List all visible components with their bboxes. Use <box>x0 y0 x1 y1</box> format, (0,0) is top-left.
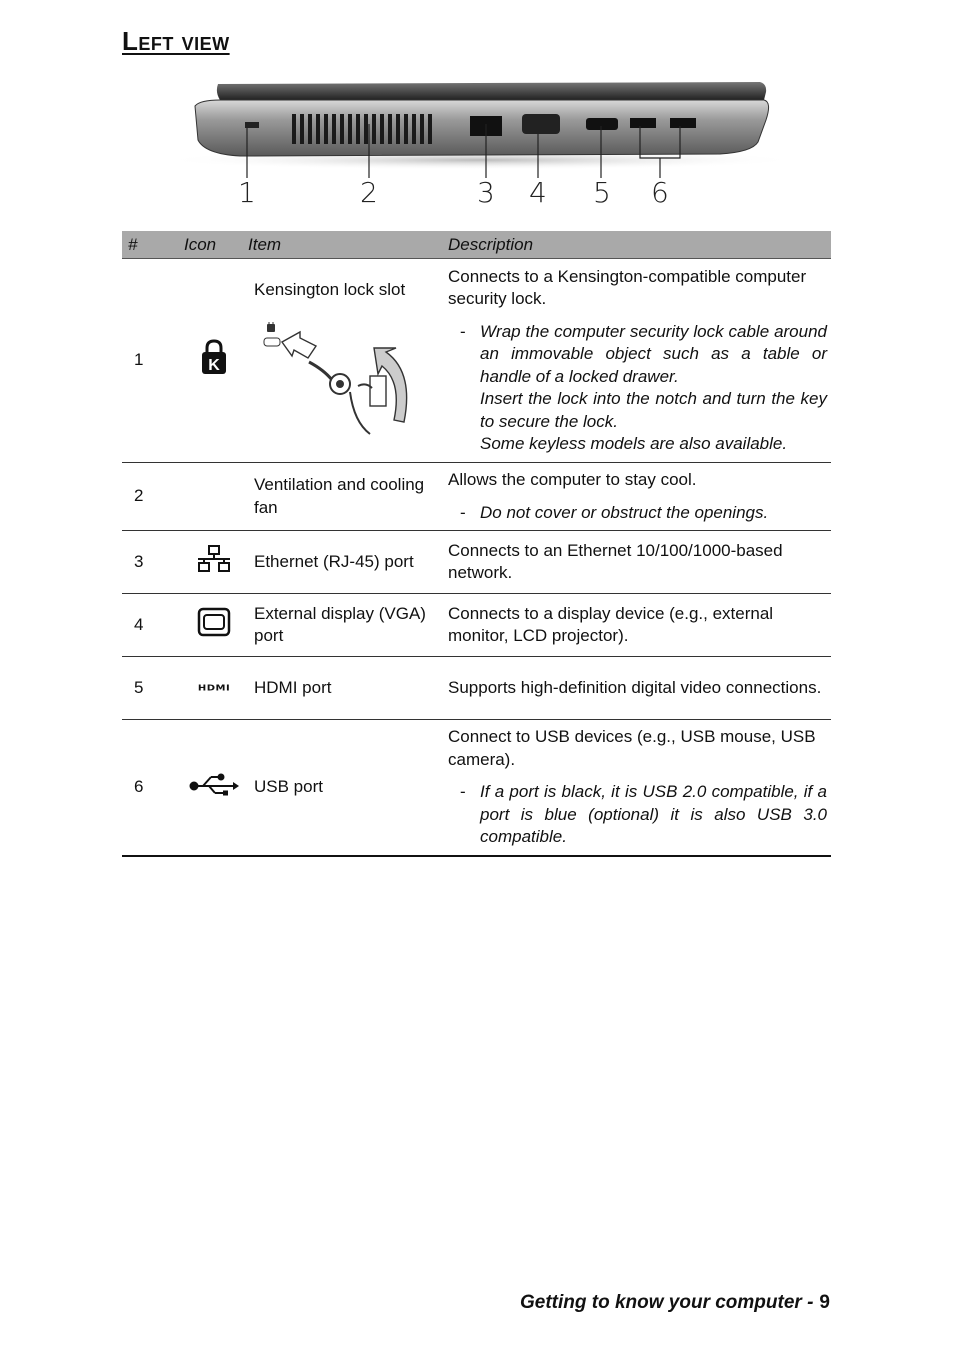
row-description: Allows the computer to stay cool. <box>448 470 697 489</box>
vga-icon <box>197 607 231 637</box>
usb-icon-cell <box>182 720 246 856</box>
hdmi-port-shape <box>586 118 618 130</box>
note-text: Insert the lock into the notch and turn the key to secure the lock. <box>480 389 827 431</box>
table-row <box>122 720 831 856</box>
row-item: External display (VGA) port <box>246 594 442 657</box>
empty-icon-cell <box>182 463 246 531</box>
row-number: 5 <box>122 657 182 720</box>
note-text: Do not cover or obstruct the openings. <box>480 502 769 522</box>
header-num: # <box>122 231 182 259</box>
kensington-lock-icon <box>200 338 228 376</box>
ethernet-port-shape <box>470 116 502 136</box>
callout-3: 3 <box>477 176 495 209</box>
row-number: 3 <box>122 531 182 594</box>
row-number: 1 <box>122 259 182 463</box>
note-text: Some keyless models are also available. <box>480 434 788 453</box>
callout-6: 6 <box>651 176 669 209</box>
kensington-lock-icon-cell <box>182 259 246 463</box>
callout-1: 1 <box>238 176 256 209</box>
usb-icon <box>189 772 239 796</box>
row-number: 4 <box>122 594 182 657</box>
row-number: 2 <box>122 463 182 531</box>
table-header-row <box>122 231 831 259</box>
row-item: Kensington lock slot <box>254 280 406 299</box>
note: - Wrap the computer security lock cable around an immovable object such as a table or handle of a locked drawer. Insert the lock into the notch and turn the key to secure the lock. Some keyless models are also available. <box>448 321 827 456</box>
header-item: Item <box>246 231 442 259</box>
header-icon: Icon <box>182 231 246 259</box>
row-description: Connects to an Ethernet 10/100/1000-based network. <box>442 531 831 594</box>
lock-cable-illustration <box>254 322 414 442</box>
vga-port-shape <box>522 114 560 134</box>
note: - Do not cover or obstruct the openings. <box>448 502 827 525</box>
row-description: Connect to USB devices (e.g., USB mouse, USB camera). <box>448 727 816 769</box>
callout-4: 4 <box>529 176 547 209</box>
note-text: Wrap the computer security lock cable around an immovable object such as a table or handle of a locked drawer. <box>480 321 827 386</box>
row-description: Connects to a Kensington-compatible computer security lock. <box>448 266 807 308</box>
ethernet-icon <box>196 544 232 574</box>
row-description: Supports high-definition digital video connections. <box>442 657 831 720</box>
vga-icon-cell <box>182 594 246 657</box>
note: - If a port is black, it is USB 2.0 compatible, if a port is blue (optional) it is also USB 3.0 compatible. <box>448 781 827 849</box>
row-item: HDMI port <box>246 657 442 720</box>
table-row <box>122 594 831 657</box>
row-item: USB port <box>246 720 442 856</box>
usb-port-shape <box>630 118 656 128</box>
page-footer <box>520 1292 830 1314</box>
page-number: 9 <box>819 1292 830 1313</box>
callout-2: 2 <box>360 176 378 209</box>
table-row <box>122 259 831 463</box>
hdmi-icon-cell <box>182 657 246 720</box>
ports-table <box>122 231 831 857</box>
row-number: 6 <box>122 720 182 856</box>
section-heading: Left view <box>122 26 230 56</box>
kensington-slot-shape <box>245 122 259 128</box>
footer-text: Getting to know your computer - <box>519 1292 814 1313</box>
note-text: If a port is black, it is USB 2.0 compatible, if a port is blue (optional) it is also USB 3.0 compatible. <box>480 782 827 846</box>
usb-port-shape <box>670 118 696 128</box>
row-description: Connects to a display device (e.g., external monitor, LCD projector). <box>442 594 831 657</box>
header-description: Description <box>442 231 831 259</box>
row-item: Ethernet (RJ-45) port <box>246 531 442 594</box>
table-row <box>122 531 831 594</box>
hdmi-icon: HDMI <box>197 684 231 694</box>
row-item: Ventilation and cooling fan <box>246 463 442 531</box>
callout-5: 5 <box>593 176 611 209</box>
ethernet-icon-cell <box>182 531 246 594</box>
table-row <box>122 657 831 720</box>
svg-text:K: K <box>208 357 220 375</box>
table-row <box>122 463 831 531</box>
